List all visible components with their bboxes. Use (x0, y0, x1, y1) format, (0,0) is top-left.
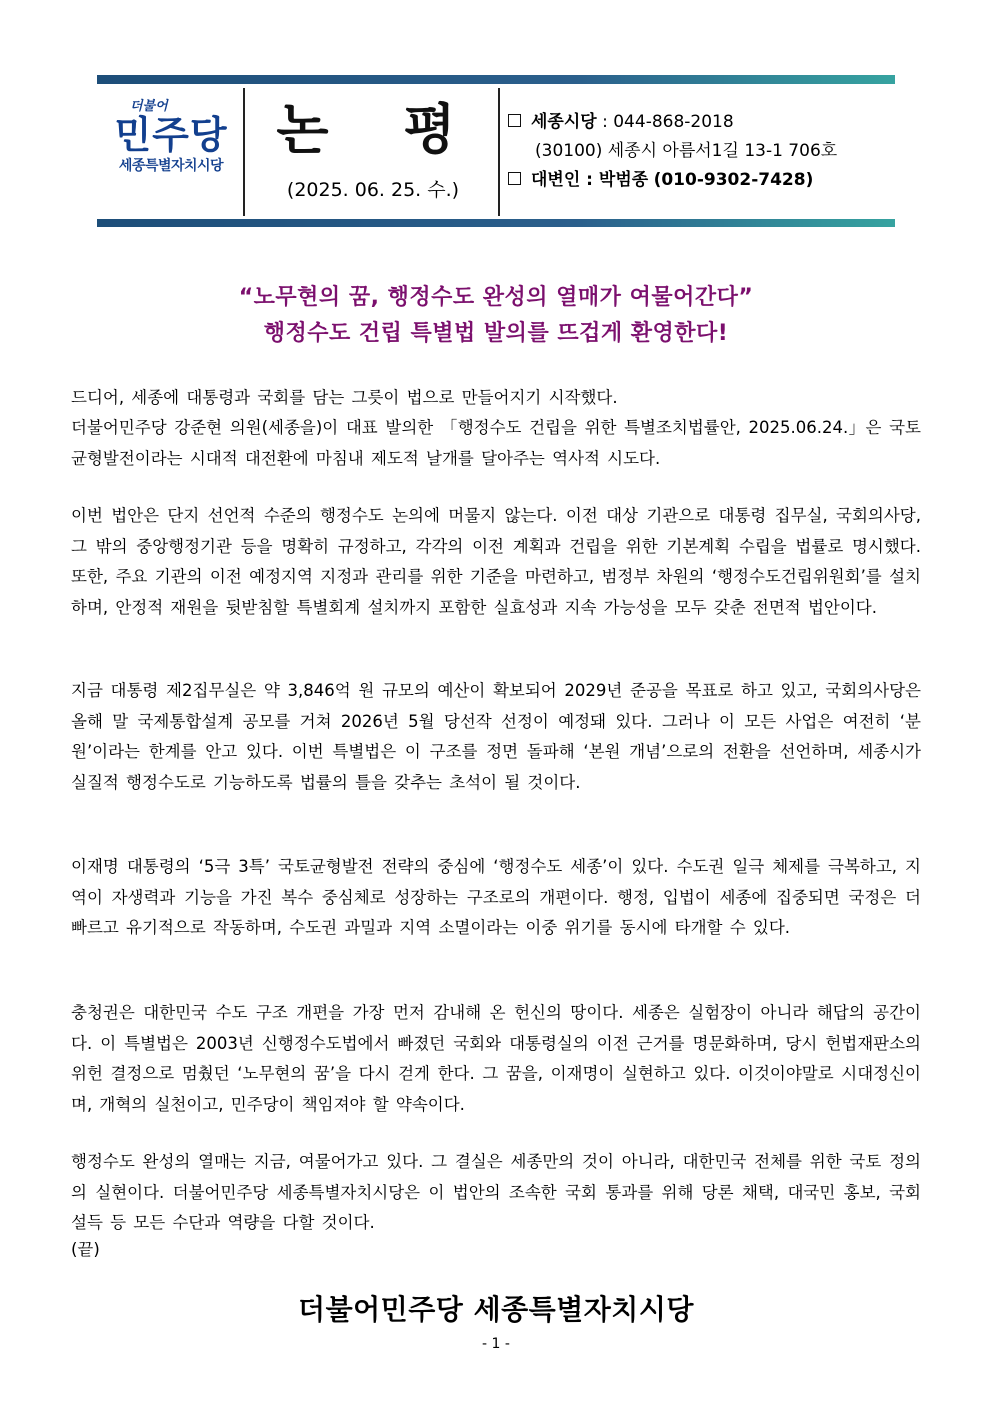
contact-office (508, 108, 734, 136)
paragraph-2: 더불어민주당 강준현 의원(세종을)이 대표 발의한 「행정수도 건립을 위한 특별조치법률안, 2025.06.24.」은 국토균형발전이라는 시대적 대전환에 마침내 제도적 날개를 달아주는 역사적 시도다. (71, 418, 921, 468)
doc-date: (2025. 06. 25. 수.) (286, 179, 460, 201)
headline-line2: 행정수도 건립 특별법 발의를 뜨겁게 환영한다! (263, 321, 729, 346)
end-mark: (끝) (71, 1240, 100, 1259)
party-logo (100, 100, 242, 200)
spokesperson-phone: (010-9302-7428) (653, 170, 814, 190)
logo-party-name: 민주당 (114, 113, 228, 157)
paragraph-6: 충청권은 대한민국 수도 구조 개편을 가장 먼저 감내해 온 헌신의 땅이다. 세종은 실험장이 아니라 해답의 공간이다. 이 특별법은 2003년 신행정수도법에서 빠졌던 국회와 대통령실의 이전 근거를 명문화하며, 당시 헌법재판소의 위헌 결정으로 멈췄던 ‘노무현의 꿈’을 다시 걷게 한다. 그 꿈을, 이재명이 실현하고 있다. 이것이야말로 시대정신이며, 개혁의 실천이고, 민주당이 책임져야 할 약속이다. (71, 1003, 921, 1114)
contact-address: (30100) 세종시 아름서1길 13-1 706호 (535, 141, 838, 161)
doc-type-title: 논 평 (276, 98, 484, 161)
paragraph-4: 지금 대통령 제2집무실은 약 3,846억 원 규모의 예산이 확보되어 2029년 준공을 목표로 하고 있고, 국회의사당은 올해 말 국제통합설계 공모를 거쳐 2026년 5월 당선작 선정이 예정돼 있다. 그러나 이 모든 사업은 여전히 ‘분원’이라는 한계를 안고 있다. 이번 특별법은 이 구조를 정면 돌파해 ‘본원 개념’으로의 전환을 선언하며, 세종시가 실질적 행정수도로 기능하도록 법률의 틀을 갖추는 초석이 될 것이다. (71, 681, 921, 792)
header-divider-right (498, 88, 500, 216)
office-phone: : 044-868-2018 (602, 112, 734, 132)
headline-line1: “노무현의 꿈, 행정수도 완성의 열매가 여물어간다” (238, 285, 754, 310)
paragraph-7: 행정수도 완성의 열매는 지금, 여물어가고 있다. 그 결실은 세종만의 것이 아니라, 대한민국 전체를 위한 국토 정의의 실현이다. 더불어민주당 세종특별자치시당은 이 법안의 조속한 국회 통과를 위해 당론 채택, 대국민 홍보, 국회 설득 등 모든 수단과 역량을 다할 것이다. (71, 1152, 921, 1232)
checkbox-icon (508, 172, 521, 185)
paragraph-3: 이번 법안은 단지 선언적 수준의 행정수도 논의에 머물지 않는다. 이전 대상 기관으로 대통령 집무실, 국회의사당, 그 밖의 중앙행정기관 등을 명확히 규정하고, 각각의 이전 계획과 건립을 위한 기본계획 수립을 법률로 명시했다. 또한, 주요 기관의 이전 예정지역 지정과 관리를 위한 기준을 마련하고, 범정부 차원의 ‘행정수도건립위원회’를 설치하며, 안정적 재원을 뒷받침할 특별회계 설치까지 포함한 실효성과 지속 가능성을 모두 갖춘 전면적 법안이다. (71, 506, 921, 617)
header-top-bar (97, 75, 895, 84)
logo-region: 세종특별자치시당 (118, 158, 224, 174)
office-label: 세종시당 (531, 112, 597, 132)
spokesperson-label: 대변인 : 박범종 (531, 170, 649, 190)
checkbox-icon (508, 114, 521, 127)
footer-org-name: 더불어민주당 세종특별자치시당 (298, 1293, 694, 1326)
paragraph-5: 이재명 대통령의 ‘5극 3특’ 국토균형발전 전략의 중심에 ‘행정수도 세종’이 있다. 수도권 일극 체제를 극복하고, 지역이 자생력과 기능을 가진 복수 중심체로 성장하는 구조로의 개편이다. 행정, 입법이 세종에 집중되면 국정은 더 빠르고 유기적으로 작동하며, 수도권 과밀과 지역 소멸이라는 이중 위기를 동시에 타개할 수 있다. (71, 857, 921, 937)
contact-spokesperson (508, 166, 813, 194)
logo-small-text: 더불어 (130, 99, 168, 114)
paragraph-1: 드디어, 세종에 대통령과 국회를 담는 그릇이 법으로 만들어지기 시작했다. (71, 388, 618, 407)
header-divider-left (243, 88, 245, 216)
header-bottom-bar (97, 219, 895, 227)
page-number: - 1 - (482, 1336, 510, 1352)
